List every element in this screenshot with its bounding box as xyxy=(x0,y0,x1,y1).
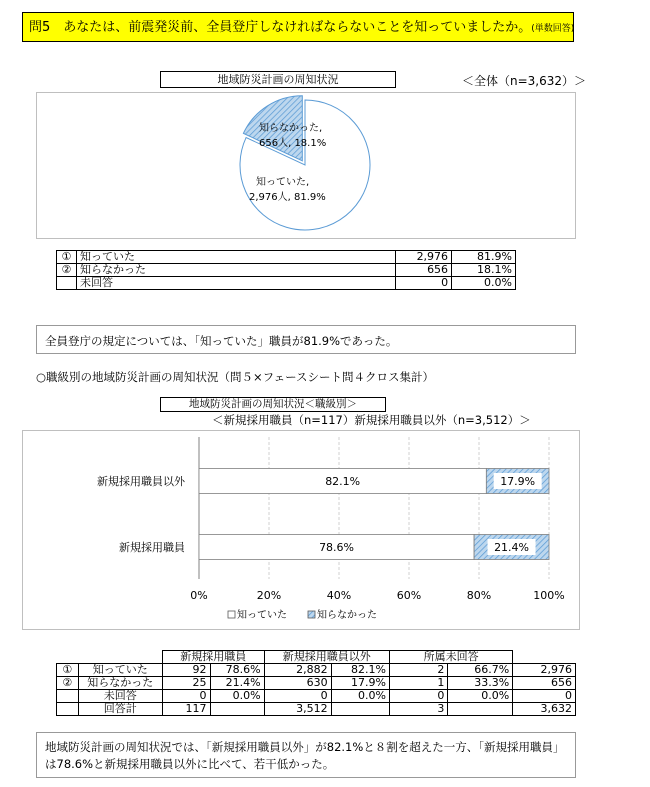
cell: 2,882 xyxy=(264,664,331,677)
row-label: 知らなかった xyxy=(76,264,395,277)
summary-comment-1: 全員登庁の規定については、「知っていた」職員が81.9%であった。 xyxy=(36,325,576,354)
table-row xyxy=(57,251,516,264)
cell-total: 2,976 xyxy=(513,664,576,677)
cross-table xyxy=(56,650,576,716)
table-row xyxy=(57,264,516,277)
cell: 0 xyxy=(162,690,210,703)
overall-results-table xyxy=(56,250,516,290)
data-label: 82.1% xyxy=(325,475,361,488)
bar-chart-title: 地域防災計画の周知状況＜職級別＞ xyxy=(160,397,386,412)
row-number: ② xyxy=(57,677,79,690)
cell: 17.9% xyxy=(331,677,389,690)
header-row xyxy=(57,651,576,664)
bar-chart xyxy=(23,431,579,629)
question-text: 問5 あなたは、前震発災前、全員登庁しなければならないことを知っていましたか。 xyxy=(29,20,532,35)
cell: 0.0% xyxy=(210,690,264,703)
row-percent: 0.0% xyxy=(452,277,516,290)
x-tick-label: 80% xyxy=(466,589,492,602)
x-tick-label: 60% xyxy=(396,589,422,602)
row-label: 知っていた xyxy=(76,251,395,264)
cell: 630 xyxy=(264,677,331,690)
header-dept-unanswered: 所属未回答 xyxy=(389,651,512,664)
row-count: 0 xyxy=(396,277,452,290)
pie-sample-size: ＜全体（n=3,632）＞ xyxy=(462,74,587,88)
cell-total: 3,632 xyxy=(513,703,576,716)
cell: 78.6% xyxy=(210,664,264,677)
row-label: 知らなかった xyxy=(78,677,162,690)
cell-total: 656 xyxy=(513,677,576,690)
cell-total: 0 xyxy=(513,690,576,703)
cell: 3 xyxy=(389,703,447,716)
pie-label-unknown-1: 知らなかった, xyxy=(259,123,323,134)
table-row xyxy=(57,690,576,703)
cell: 92 xyxy=(162,664,210,677)
category-label: 新規採用職員以外 xyxy=(97,475,185,488)
cell: 21.4% xyxy=(210,677,264,690)
cell: 66.7% xyxy=(448,664,513,677)
cell: 33.3% xyxy=(448,677,513,690)
cell xyxy=(448,703,513,716)
header-new-hire: 新規採用職員 xyxy=(162,651,264,664)
row-number xyxy=(57,703,79,716)
legend-label-unknown: 知らなかった xyxy=(317,610,377,621)
row-number xyxy=(57,277,77,290)
cell: 82.1% xyxy=(331,664,389,677)
cell: 117 xyxy=(162,703,210,716)
data-label: 17.9% xyxy=(500,475,536,488)
pie-label-unknown-2: 656人, 18.1% xyxy=(259,138,327,149)
cell: 0.0% xyxy=(448,690,513,703)
row-percent: 81.9% xyxy=(452,251,516,264)
table-row xyxy=(57,677,576,690)
row-count: 656 xyxy=(396,264,452,277)
section2-heading: ○職級別の地域防災計画の周知状況（問５×フェースシート問４クロス集計） xyxy=(36,370,435,384)
row-number xyxy=(57,690,79,703)
cell: 2 xyxy=(389,664,447,677)
row-number: ① xyxy=(57,664,79,677)
row-label: 未回答 xyxy=(76,277,395,290)
pie-label-known-2: 2,976人, 81.9% xyxy=(249,192,326,203)
pie-chart-title: 地域防災計画の周知状況 xyxy=(160,71,396,88)
legend-label-known: 知っていた xyxy=(237,610,287,621)
summary-comment-2: 地域防災計画の周知状況では、「新規採用職員以外」が82.1%と８割を超えた一方、「新規採用職員」は78.6%と新規採用職員以外に比べて、若干低かった。 xyxy=(36,732,576,778)
cell: 1 xyxy=(389,677,447,690)
header-non-new-hire: 新規採用職員以外 xyxy=(264,651,389,664)
cell: 0.0% xyxy=(331,690,389,703)
data-label: 21.4% xyxy=(494,541,530,554)
x-tick-label: 20% xyxy=(256,589,282,602)
question-note: (単数回答) xyxy=(531,24,575,34)
category-label: 新規採用職員 xyxy=(119,541,185,554)
table-row xyxy=(57,703,576,716)
question-header xyxy=(22,12,574,42)
pie-chart-frame xyxy=(36,92,576,239)
x-tick-label: 0% xyxy=(190,589,208,602)
row-percent: 18.1% xyxy=(452,264,516,277)
table-row xyxy=(57,277,516,290)
pie-label-known-1: 知っていた, xyxy=(256,177,310,188)
cell: 0 xyxy=(264,690,331,703)
row-number: ② xyxy=(57,264,77,277)
legend xyxy=(228,609,377,621)
legend-swatch-unknown xyxy=(308,611,315,618)
table-row xyxy=(57,664,576,677)
cell xyxy=(331,703,389,716)
legend-swatch-known xyxy=(228,611,235,618)
row-label: 回答計 xyxy=(78,703,162,716)
row-label: 知っていた xyxy=(78,664,162,677)
bar-chart-frame xyxy=(22,430,580,630)
cell: 25 xyxy=(162,677,210,690)
cell: 0 xyxy=(389,690,447,703)
x-tick-label: 40% xyxy=(326,589,352,602)
row-number: ① xyxy=(57,251,77,264)
cell xyxy=(210,703,264,716)
x-tick-label: 100% xyxy=(533,589,565,602)
cell: 3,512 xyxy=(264,703,331,716)
row-count: 2,976 xyxy=(396,251,452,264)
data-label: 78.6% xyxy=(319,541,355,554)
bar-sample-size: ＜新規採用職員（n=117）新規採用職員以外（n=3,512）＞ xyxy=(212,413,531,427)
row-label: 未回答 xyxy=(78,690,162,703)
pie-chart xyxy=(37,93,575,238)
